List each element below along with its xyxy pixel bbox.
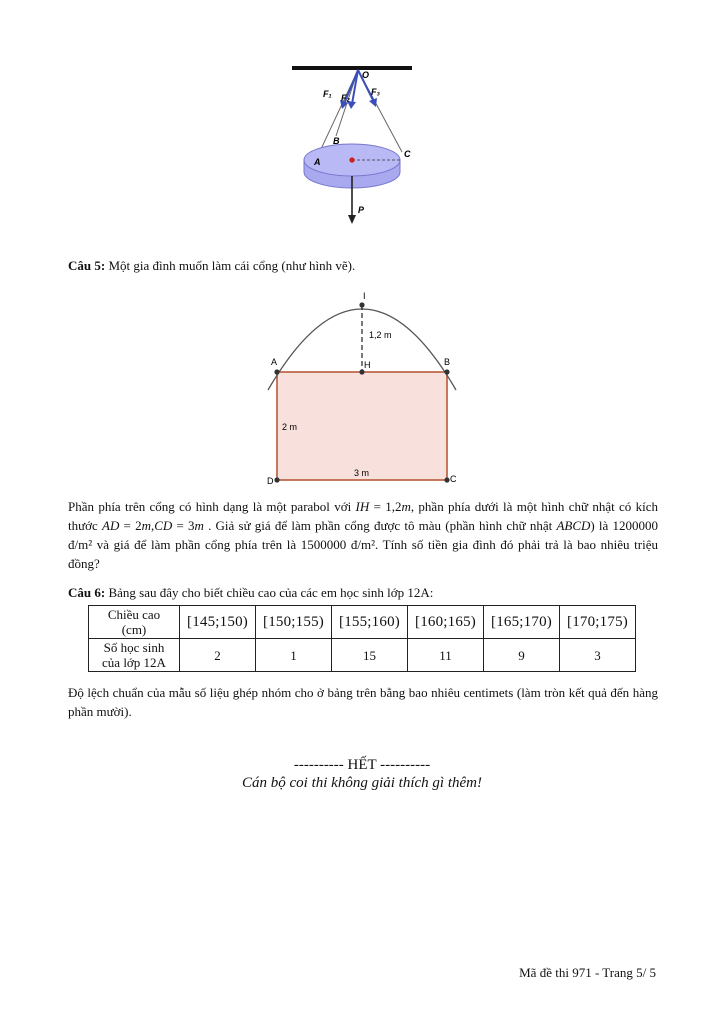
count-cell: 3 xyxy=(560,639,636,672)
label-h: H xyxy=(364,360,371,370)
table-row xyxy=(89,606,636,639)
question-6-label: Câu 6: xyxy=(68,585,106,600)
label-c: C xyxy=(450,474,457,484)
count-cell: 11 xyxy=(408,639,484,672)
math-segment: AD xyxy=(102,518,120,533)
math-segment: IH xyxy=(355,499,370,514)
count-cell: 1 xyxy=(256,639,332,672)
interval-cell: [170;175) xyxy=(560,606,636,639)
label-f3: F₃ xyxy=(371,87,380,97)
table-header-cell: Chiều cao (cm) xyxy=(89,606,180,639)
question-5-text: Một gia đình muốn làm cái cổng (như hình vẽ). xyxy=(108,258,356,273)
point-h xyxy=(359,369,364,374)
text-segment: = 2 xyxy=(119,518,142,533)
height-frequency-table xyxy=(88,605,636,672)
count-cell: 15 xyxy=(332,639,408,672)
label-o: O xyxy=(362,70,370,80)
dim-ih: 1,2 m xyxy=(369,330,392,340)
end-marker: ---------- HẾT ---------- xyxy=(293,757,431,773)
page-footer: Mã đề thi 971 - Trang 5/ 5 xyxy=(519,965,656,980)
force-diagram-figure xyxy=(280,56,430,228)
math-segment: CD xyxy=(154,518,173,533)
point-b xyxy=(444,369,449,374)
disk-center-point xyxy=(349,157,354,162)
interval-cell: [155;160) xyxy=(332,606,408,639)
label-b: B xyxy=(333,136,340,146)
dim-ad: 2 m xyxy=(282,422,298,432)
label-c: C xyxy=(404,149,411,159)
table-header-cell: Số học sinh của lớp 12A xyxy=(89,639,180,672)
label-p: P xyxy=(358,205,365,215)
gate-rectangle-abcd xyxy=(277,372,447,480)
text-segment: , xyxy=(150,518,155,533)
question-6-text: Bảng sau đây cho biết chiều cao của các em học sinh lớp 12A: xyxy=(108,585,434,600)
label-a: A xyxy=(271,357,278,367)
text-segment: ) là 1200000 đ/m² và giá để làm phần cổng phía trên là 1500000 đ/m². Tính số tiền gia đình đó phải trả là bao nhiêu triệu đồng? xyxy=(68,518,658,571)
interval-cell: [165;170) xyxy=(484,606,560,639)
math-segment: m xyxy=(194,518,204,533)
math-segment: m xyxy=(141,518,151,533)
point-a xyxy=(274,369,279,374)
question-6-heading xyxy=(68,583,658,602)
label-i: I xyxy=(363,291,366,301)
dim-cd: 3 m xyxy=(354,468,370,478)
question-6-body: Độ lệch chuẩn của mẫu số liệu ghép nhóm cho ở bảng trên bằng bao nhiêu centimets (làm tròn kết quả đến hàng phần mười). xyxy=(68,685,658,719)
label-b: B xyxy=(444,357,451,367)
text-segment: . Giả sử giá để làm phần cổng được tô màu (phần hình chữ nhật xyxy=(203,518,557,533)
math-segment: m xyxy=(401,499,411,514)
end-note: Cán bộ coi thi không giải thích gì thêm! xyxy=(242,775,482,791)
table-row xyxy=(89,639,636,672)
gate-figure xyxy=(262,290,468,492)
count-cell: 9 xyxy=(484,639,560,672)
text-segment: Phần phía trên cổng có hình dạng là một parabol với xyxy=(68,499,356,514)
interval-cell: [150;155) xyxy=(256,606,332,639)
point-c xyxy=(444,477,449,482)
label-d: D xyxy=(267,476,274,486)
label-a: A xyxy=(314,157,321,167)
text-segment: = 1,2 xyxy=(369,499,402,514)
interval-cell: [160;165) xyxy=(408,606,484,639)
math-segment: ABCD xyxy=(556,518,591,533)
text-segment: , phần phía dưới là một hình chữ nhật có kích thước xyxy=(68,499,658,533)
point-i xyxy=(359,302,364,307)
question-5-heading xyxy=(68,256,658,275)
text-segment: = 3 xyxy=(172,518,195,533)
point-d xyxy=(274,477,279,482)
label-f2: F₂ xyxy=(341,93,350,103)
label-f1: F₁ xyxy=(323,89,332,99)
interval-cell: [145;150) xyxy=(180,606,256,639)
count-cell: 2 xyxy=(180,639,256,672)
question-5-body xyxy=(68,497,658,573)
question-5-label: Câu 5: xyxy=(68,258,106,273)
